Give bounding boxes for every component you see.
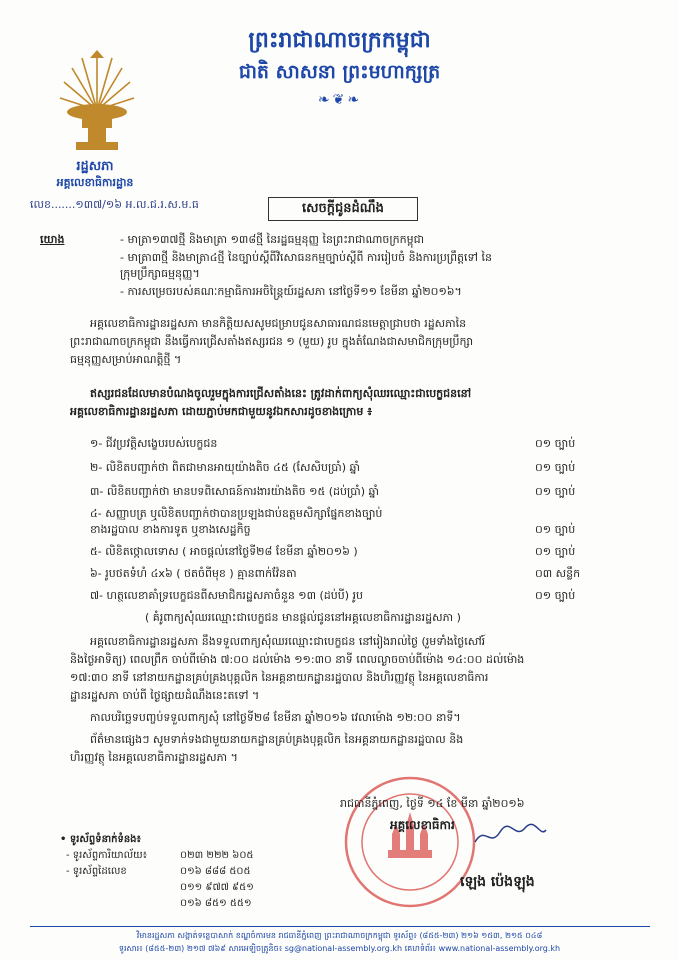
official-stamp: [340, 772, 480, 912]
contact-mobile-label: - ទូរស័ព្ទដៃលេខ: [66, 866, 127, 877]
document-item: ៥- លិខិតថ្កោលទោស ( អាចផ្តល់នៅថ្ងៃទី២៨ ខែមីនា ឆ្នាំ២០១៦ ): [90, 545, 358, 558]
document-qty: ០១ ច្បាប់: [535, 589, 576, 602]
kingdom-heading: ព្រះរាជាណាចក្រកម្ពុជា: [248, 27, 431, 53]
contact-mobile: ០១១ ៩៧៧ ៩៥១: [180, 882, 254, 893]
template-note: ( គំរូពាក្យសុំឈរឈ្មោះជាបេក្ខជន មានផ្តល់ជូននៅអគ្គលេខាធិការដ្ឋានរដ្ឋសភា ): [145, 611, 461, 624]
document-qty: ០១ ច្បាប់: [535, 545, 576, 558]
info-line: ហិរញ្ញវត្ថុ នៃអគ្គលេខាធិការដ្ឋានរដ្ឋសភា ។: [70, 751, 238, 764]
footer-address: វិមានរដ្ឋសភា សង្កាត់ទន្លេបាសាក់ ខណ្ឌចំការមន រាជធានីភ្នំពេញ ព្រះរាជាណាចក្រកម្ពុជា ទូរស័ព្ទ៖ (៨៥៥-២៣) ២១៦ ១៥៣, ២១៥ ០៤៨: [136, 931, 543, 940]
deadline-line: កាលបរិច្ឆេទបញ្ចប់ទទួលពាក្យសុំ នៅថ្ងៃទី២៨ ខែមីនា ឆ្នាំ២០១៦ វេលាម៉ោង ១២:០០ នាទី។: [90, 711, 461, 724]
footer-divider: [30, 926, 650, 927]
info-line: ព័ត៌មានផ្សេងៗ សូមទាក់ទងជាមួយនាយកដ្ឋានគ្រប់គ្រងបុគ្គលិក នៃអគ្គនាយកដ្ឋានរដ្ឋបាល និង: [90, 733, 464, 746]
signatory-title: អគ្គលេខាធិការ: [390, 818, 455, 832]
place-date: រាជធានីភ្នំពេញ, ថ្ងៃទី ១៤ ខែ មីនា ឆ្នាំ២០១៦: [340, 797, 525, 810]
org-secretariat: អគ្គលេខាធិការដ្ឋាន: [56, 176, 134, 189]
schedule-line: អគ្គលេខាធិការដ្ឋានរដ្ឋសភា នឹងទទួលពាក្យសុំឈរឈ្មោះជាបេក្ខជន នៅរៀងរាល់ថ្ងៃ (រួមទាំងថ្ងៃសៅរ៍: [90, 635, 486, 648]
intro-line: ធម្មនុញ្ញសម្រាប់អាណត្តិថ្មី ។: [70, 353, 182, 366]
requirement-line: អគ្គលេខាធិការដ្ឋានរដ្ឋសភា ដោយភ្ជាប់មកជាមួយនូវឯកសារដូចខាងក្រោម ៖: [70, 405, 373, 418]
intro-line: ព្រះរាជាណាចក្រកម្ពុជា នឹងធ្វើការជ្រើសតាំងឥស្សរជន ១ (មួយ) រូប ក្នុងតំណែងជាសមាជិកក្រុមប្រឹក្សា: [70, 335, 474, 348]
signatory-name: ឡេង ប៉េងឡុង: [460, 874, 535, 890]
schedule-line: ដ្ឋានរដ្ឋសភា ចាប់ពី ថ្ងៃផ្សាយដំណឹងនេះតទៅ ។: [70, 689, 260, 702]
handwritten-signature: [470, 820, 550, 850]
document-item: ២- លិខិតបញ្ជាក់ថា ពិតជាមានអាយុយ៉ាងតិច ៤៥ (សែសិបប្រាំ) ឆ្នាំ: [90, 461, 360, 474]
document-qty: ០១ ច្បាប់: [535, 461, 576, 474]
document-item: ៣- លិខិតបញ្ជាក់ថា មានបទពិសោធន៍ការងារយ៉ាងតិច ១៥ (ដប់ប្រាំ) ឆ្នាំ: [90, 485, 380, 498]
national-assembly-emblem: [52, 48, 142, 160]
reference-number: លេខ.......១៣៧/១៦ អ.ល.ជ.រ.ស.ម.ធ: [30, 198, 199, 211]
national-motto: ជាតិ សាសនា ព្រះមហាក្សត្រ: [238, 61, 441, 83]
document-item: ១- ជីវប្រវត្តិសង្ខេបរបស់បេក្ខជន: [90, 437, 218, 450]
reference-item: - មាត្រា៣ថ្មី និងមាត្រា៤ថ្មី នៃច្បាប់ស្តីពីវិសោធនកម្មច្បាប់ស្តីពី ការរៀបចំ និងការប្រព្រឹត្តទៅ នៃ: [120, 251, 492, 264]
contact-mobile: ០១៦ ៨៨៨ ៥០៥: [180, 866, 251, 877]
reference-item: - ការសម្រេចរបស់គណៈកម្មាធិការអចិន្ត្រៃយ៍រដ្ឋសភា នៅថ្ងៃទី១១ ខែមីនា ឆ្នាំ២០១៦។: [120, 285, 462, 298]
document-item: ៦- រូបថតទំហំ ៤x៦ ( ថតចំពីមុខ ) គ្មានពាក់វ៉ែនតា: [90, 567, 297, 580]
org-name: រដ្ឋសភា: [76, 159, 114, 174]
footer-contact: ទូរសារ៖ (៨៥៥-២៣) ២១៧ ៧៦៩ សារអេឡិចត្រូនិច៖ sg@national-assembly.org.kh គេហទំព័រ៖ www.national-assembly.org.kh: [118, 944, 561, 953]
contact-office: ០២៣ ២២២ ៦០៥: [180, 850, 254, 861]
document-qty: ០៣ សន្លឹក: [535, 567, 581, 580]
document-item: ៧- ហត្ថលេខាគាំទ្របេក្ខជនពីសមាជិករដ្ឋសភាចំនួន ១៣ (ដប់បី) រូប: [90, 589, 364, 602]
document-qty: ០១ ច្បាប់: [535, 437, 576, 450]
schedule-line: ១៧:៣០ នាទី នៅនាយកដ្ឋានគ្រប់គ្រងបុគ្គលិក នៃអគ្គនាយកដ្ឋានរដ្ឋបាល និងហិរញ្ញវត្ថុ នៃអគ្គលេខាធិការ: [70, 671, 489, 684]
document-qty: ០១ ច្បាប់: [535, 523, 576, 536]
ornament-divider: ❧❦❧: [317, 92, 363, 108]
reference-item: ក្រុមប្រឹក្សាធម្មនុញ្ញ។: [120, 267, 200, 280]
document-item: ខាងរដ្ឋបាល ខាងការទូត ឬខាងសេដ្ឋកិច្ច: [90, 523, 251, 536]
contact-office-label: - ទូរស័ព្ទការិយាល័យ៖: [66, 850, 148, 861]
requirement-line: ឥស្សរជនដែលមានបំណងចូលរួមក្នុងការជ្រើសតាំងនេះ ត្រូវដាក់ពាក្យសុំឈរឈ្មោះជាបេក្ខជននៅ: [90, 387, 472, 400]
document-item: ៤- សញ្ញាបត្រ ឬលិខិតបញ្ជាក់ថាបានប្រឡងជាប់ឧត្តមសិក្សាផ្នែកខាងច្បាប់: [90, 507, 383, 520]
intro-line: អគ្គលេខាធិការដ្ឋានរដ្ឋសភា មានកិត្តិយសសូមជម្រាបជូនសាធារណជនមេត្តាជ្រាបថា រដ្ឋសភានៃ: [90, 317, 467, 330]
references-label: យោង: [40, 233, 65, 246]
contact-mobile: ០១៦ ៨៥១ ៥៥១: [180, 898, 252, 909]
document-title: សេចក្តីជូនដំណឹង: [268, 197, 418, 221]
schedule-line: និងថ្ងៃអាទិត្យ) ពេលព្រឹក ចាប់ពីម៉ោង ៧:០០ ដល់ម៉ោង ១១:៣០ នាទី ពេលល្ងាចចាប់ពីម៉ោង ១៤:០០ ដល់ម៉ោង: [70, 653, 525, 666]
document-qty: ០១ ច្បាប់: [535, 485, 576, 498]
reference-item: - មាត្រា១៣៧ថ្មី និងមាត្រា ១៣៨ថ្មី នៃរដ្ឋធម្មនុញ្ញ នៃព្រះរាជាណាចក្រកម្ពុជា: [120, 233, 425, 246]
contacts-label: • ទូរស័ព្ទទំនាក់ទំនង៖: [60, 834, 141, 845]
